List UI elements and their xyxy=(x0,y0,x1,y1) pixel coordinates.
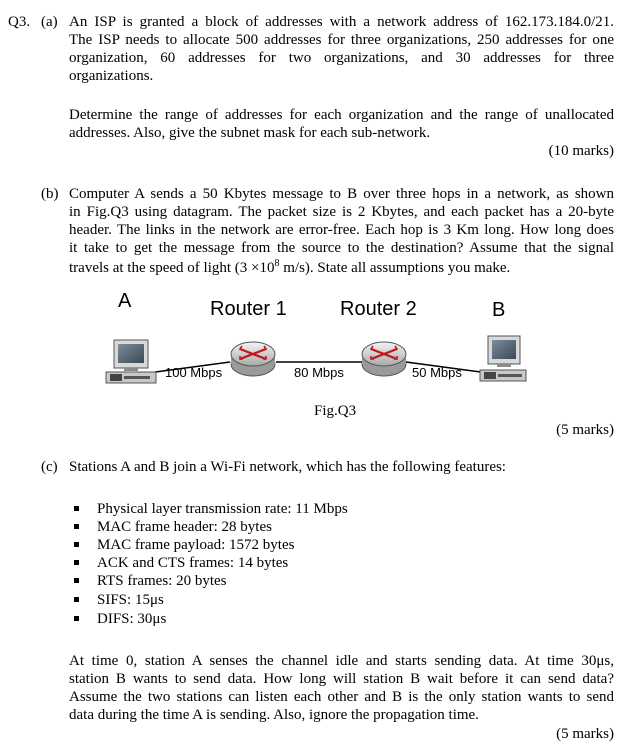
node-a-label: A xyxy=(118,290,132,312)
part-b-marks: (5 marks) xyxy=(556,422,614,438)
list-item: RTS frames: 20 bytes xyxy=(97,573,227,589)
part-a-line: organizations. xyxy=(69,68,154,84)
router1-label: Router 1 xyxy=(210,298,287,320)
computer-b-icon xyxy=(480,336,526,381)
bullet-icon xyxy=(74,542,79,547)
part-b-line xyxy=(69,259,510,277)
part-c-line: data during the time A is sending. Also, ignore the propagation time. xyxy=(69,707,479,723)
part-a-line: An ISP is granted a block of addresses with a network address of 162.173.184.0/21. xyxy=(69,14,614,30)
part-b-label: (b) xyxy=(41,186,59,202)
part-a-line: The ISP needs to allocate 500 addresses for three organizations, 250 addresses for one xyxy=(69,32,614,48)
list-item: MAC frame payload: 1572 bytes xyxy=(97,537,295,553)
node-b-label: B xyxy=(492,299,506,321)
list-item: ACK and CTS frames: 14 bytes xyxy=(97,555,289,571)
bullet-icon xyxy=(74,597,79,602)
list-item: Physical layer transmission rate: 11 Mbps xyxy=(97,501,348,517)
computer-a-icon xyxy=(106,340,156,383)
exponent: 8 xyxy=(274,258,280,269)
part-c-line: station B wants to send data. How long will station B wait before it can send data? xyxy=(69,671,614,687)
router2-icon xyxy=(362,342,406,376)
list-item: MAC frame header: 28 bytes xyxy=(97,519,272,535)
link2-speed-label: 80 Mbps xyxy=(294,365,344,380)
figure-caption: Fig.Q3 xyxy=(314,403,357,419)
bullet-icon xyxy=(74,560,79,565)
part-c-line: At time 0, station A senses the channel idle and starts sending data. At time 30μs, xyxy=(69,653,614,669)
part-a-line: addresses. Also, give the subnet mask for each sub-network. xyxy=(69,125,431,141)
bullet-icon xyxy=(74,616,79,621)
part-a-line: Determine the range of addresses for each organization and the range of unallocated xyxy=(69,107,614,123)
list-item: SIFS: 15μs xyxy=(97,592,164,608)
part-b-line: Computer A sends a 50 Kbytes message to B over three hops in a network, as shown xyxy=(69,186,614,202)
part-c-label: (c) xyxy=(41,459,58,475)
part-b-line5-pre: travels at the speed of light (3 ×10 xyxy=(69,260,275,276)
bullet-icon xyxy=(74,524,79,529)
part-b-line: header. The links in the network are error-free. Each hop is 3 Km long. How long does xyxy=(69,222,614,238)
router2-label: Router 2 xyxy=(340,298,417,320)
link3-speed-label: 50 Mbps xyxy=(412,365,462,380)
list-item: DIFS: 30μs xyxy=(97,611,167,627)
part-a-line: organization, 60 addresses for two organizations, and 30 addresses for three xyxy=(69,50,614,66)
part-c-line: Assume the two stations can listen each other and B is the only station wants to send xyxy=(69,689,614,705)
bullet-icon xyxy=(74,578,79,583)
part-c-marks: (5 marks) xyxy=(556,726,614,742)
part-a-marks: (10 marks) xyxy=(548,143,614,159)
part-b-line5-post: m/s). State all assumptions you make. xyxy=(279,260,511,276)
network-diagram xyxy=(100,328,530,398)
router1-icon xyxy=(231,342,275,376)
part-b-line: it take to get the message from the source to the destination? Assume that the signal xyxy=(69,240,614,256)
part-b-line: in Fig.Q3 using datagram. The packet size is 2 Kbytes, and each packet has a 20-byte xyxy=(69,204,614,220)
part-c-intro: Stations A and B join a Wi-Fi network, which has the following features: xyxy=(69,459,506,475)
part-a-label: (a) xyxy=(41,14,58,30)
question-number: Q3. xyxy=(8,14,31,30)
link1-speed-label: 100 Mbps xyxy=(165,365,223,380)
bullet-icon xyxy=(74,506,79,511)
